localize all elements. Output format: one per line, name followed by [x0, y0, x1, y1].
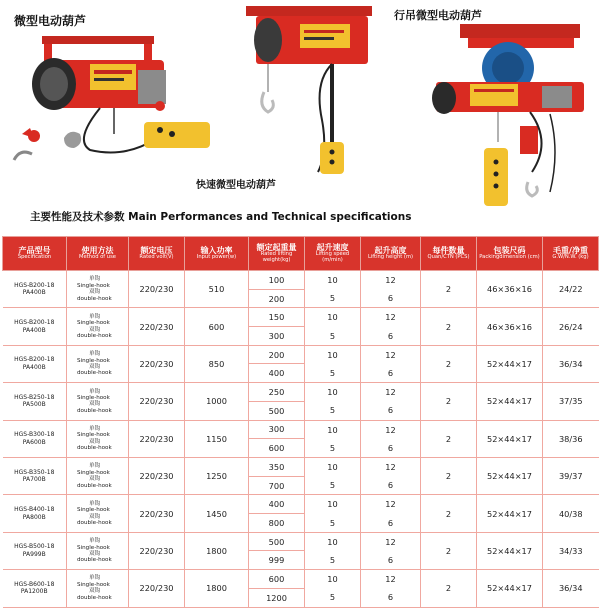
table-row [3, 383, 599, 420]
speed-cell: 10 5 [305, 308, 361, 345]
spec-cell: HGS-B600-18 PA1200B [3, 570, 67, 607]
product-photo-fast-hoist [238, 2, 380, 174]
height-cell: 12 6 [361, 532, 421, 569]
weight-cell: 150 300 [249, 308, 305, 345]
weight-cell: 100 200 [249, 271, 305, 308]
power-cell: 1800 [185, 532, 249, 569]
column-header: 起升高度 Lifting height (m) [361, 237, 421, 271]
caption-fast-hoist: 快速微型电动葫芦 [196, 180, 276, 191]
table-row [3, 570, 599, 607]
weight-gross-net-cell: 26/24 [543, 308, 599, 345]
speed-cell: 10 5 [305, 345, 361, 382]
method-cell: 单钩 Single-hook 双钩 double-hook [67, 271, 129, 308]
qty-cell: 2 [421, 457, 477, 494]
volt-cell: 220/230 [129, 570, 185, 607]
pack-cell: 52×44×17 [477, 457, 543, 494]
speed-cell: 10 5 [305, 420, 361, 457]
specs-table [2, 236, 599, 608]
column-header: 每件数量 Quan/CTN (PCS) [421, 237, 477, 271]
table-row [3, 495, 599, 532]
table-header-row [3, 237, 599, 271]
height-cell: 12 6 [361, 495, 421, 532]
pack-cell: 52×44×17 [477, 383, 543, 420]
power-cell: 1150 [185, 420, 249, 457]
volt-cell: 220/230 [129, 420, 185, 457]
weight-cell: 350 700 [249, 457, 305, 494]
spec-cell: HGS-B350-18 PA700B [3, 457, 67, 494]
table-row [3, 271, 599, 308]
height-cell: 12 6 [361, 420, 421, 457]
weight-cell: 250 500 [249, 383, 305, 420]
column-header: 额定电压 Rated volt(V) [129, 237, 185, 271]
method-cell: 单钩 Single-hook 双钩 double-hook [67, 308, 129, 345]
power-cell: 1450 [185, 495, 249, 532]
product-photo-trolley-hoist [420, 22, 598, 210]
qty-cell: 2 [421, 383, 477, 420]
product-photo-micro-hoist [4, 30, 214, 170]
speed-cell: 10 5 [305, 532, 361, 569]
table-row [3, 308, 599, 345]
spec-cell: HGS-B500-18 PA999B [3, 532, 67, 569]
height-cell: 12 6 [361, 308, 421, 345]
height-cell: 12 6 [361, 457, 421, 494]
weight-gross-net-cell: 36/34 [543, 345, 599, 382]
volt-cell: 220/230 [129, 457, 185, 494]
speed-cell: 10 5 [305, 383, 361, 420]
spec-cell: HGS-B400-18 PA800B [3, 495, 67, 532]
column-header: 产品型号 Specification [3, 237, 67, 271]
power-cell: 510 [185, 271, 249, 308]
column-header: 包装尺码 Packingdimension (cm) [477, 237, 543, 271]
method-cell: 单钩 Single-hook 双钩 double-hook [67, 570, 129, 607]
qty-cell: 2 [421, 345, 477, 382]
table-row [3, 457, 599, 494]
specs-heading: 主要性能及技术参数 Main Performances and Technical specifications [30, 211, 412, 223]
method-cell: 单钩 Single-hook 双钩 double-hook [67, 495, 129, 532]
spec-cell: HGS-B250-18 PA500B [3, 383, 67, 420]
table-row [3, 420, 599, 457]
power-cell: 1000 [185, 383, 249, 420]
column-header: 起升速度 Lifting speed (m/min) [305, 237, 361, 271]
pack-cell: 52×44×17 [477, 532, 543, 569]
column-header: 输入功率 Input power(w) [185, 237, 249, 271]
weight-gross-net-cell: 24/22 [543, 271, 599, 308]
method-cell: 单钩 Single-hook 双钩 double-hook [67, 345, 129, 382]
caption-micro-hoist: 微型电动葫芦 [14, 14, 87, 28]
volt-cell: 220/230 [129, 532, 185, 569]
spec-cell: HGS-B200-18 PA400B [3, 271, 67, 308]
power-cell: 600 [185, 308, 249, 345]
height-cell: 12 6 [361, 383, 421, 420]
column-header: 毛重/净重 G.W/N.W. (kg) [543, 237, 599, 271]
spec-cell: HGS-B300-18 PA600B [3, 420, 67, 457]
qty-cell: 2 [421, 570, 477, 607]
weight-gross-net-cell: 37/35 [543, 383, 599, 420]
pack-cell: 52×44×17 [477, 495, 543, 532]
weight-cell: 500 999 [249, 532, 305, 569]
height-cell: 12 6 [361, 271, 421, 308]
weight-gross-net-cell: 40/38 [543, 495, 599, 532]
qty-cell: 2 [421, 420, 477, 457]
weight-gross-net-cell: 34/33 [543, 532, 599, 569]
volt-cell: 220/230 [129, 495, 185, 532]
height-cell: 12 6 [361, 570, 421, 607]
pack-cell: 52×44×17 [477, 345, 543, 382]
method-cell: 单钩 Single-hook 双钩 double-hook [67, 383, 129, 420]
pack-cell: 52×44×17 [477, 570, 543, 607]
volt-cell: 220/230 [129, 271, 185, 308]
weight-cell: 400 800 [249, 495, 305, 532]
method-cell: 单钩 Single-hook 双钩 double-hook [67, 457, 129, 494]
speed-cell: 10 5 [305, 570, 361, 607]
pack-cell: 46×36×16 [477, 271, 543, 308]
weight-cell: 600 1200 [249, 570, 305, 607]
spec-cell: HGS-B200-18 PA400B [3, 345, 67, 382]
qty-cell: 2 [421, 532, 477, 569]
column-header: 额定起重量 Rated lifting weight(kg) [249, 237, 305, 271]
weight-gross-net-cell: 38/36 [543, 420, 599, 457]
weight-gross-net-cell: 36/34 [543, 570, 599, 607]
volt-cell: 220/230 [129, 345, 185, 382]
table-row [3, 532, 599, 569]
caption-trolley-hoist: 行吊微型电动葫芦 [394, 9, 482, 22]
qty-cell: 2 [421, 308, 477, 345]
power-cell: 850 [185, 345, 249, 382]
volt-cell: 220/230 [129, 383, 185, 420]
power-cell: 1800 [185, 570, 249, 607]
weight-cell: 200 400 [249, 345, 305, 382]
method-cell: 单钩 Single-hook 双钩 double-hook [67, 420, 129, 457]
spec-cell: HGS-B200-18 PA400B [3, 308, 67, 345]
qty-cell: 2 [421, 271, 477, 308]
weight-gross-net-cell: 39/37 [543, 457, 599, 494]
method-cell: 单钩 Single-hook 双钩 double-hook [67, 532, 129, 569]
power-cell: 1250 [185, 457, 249, 494]
pack-cell: 46×36×16 [477, 308, 543, 345]
table-row [3, 345, 599, 382]
speed-cell: 10 5 [305, 271, 361, 308]
height-cell: 12 6 [361, 345, 421, 382]
volt-cell: 220/230 [129, 308, 185, 345]
weight-cell: 300 600 [249, 420, 305, 457]
column-header: 使用方法 Method of use [67, 237, 129, 271]
speed-cell: 10 5 [305, 457, 361, 494]
qty-cell: 2 [421, 495, 477, 532]
speed-cell: 10 5 [305, 495, 361, 532]
pack-cell: 52×44×17 [477, 420, 543, 457]
